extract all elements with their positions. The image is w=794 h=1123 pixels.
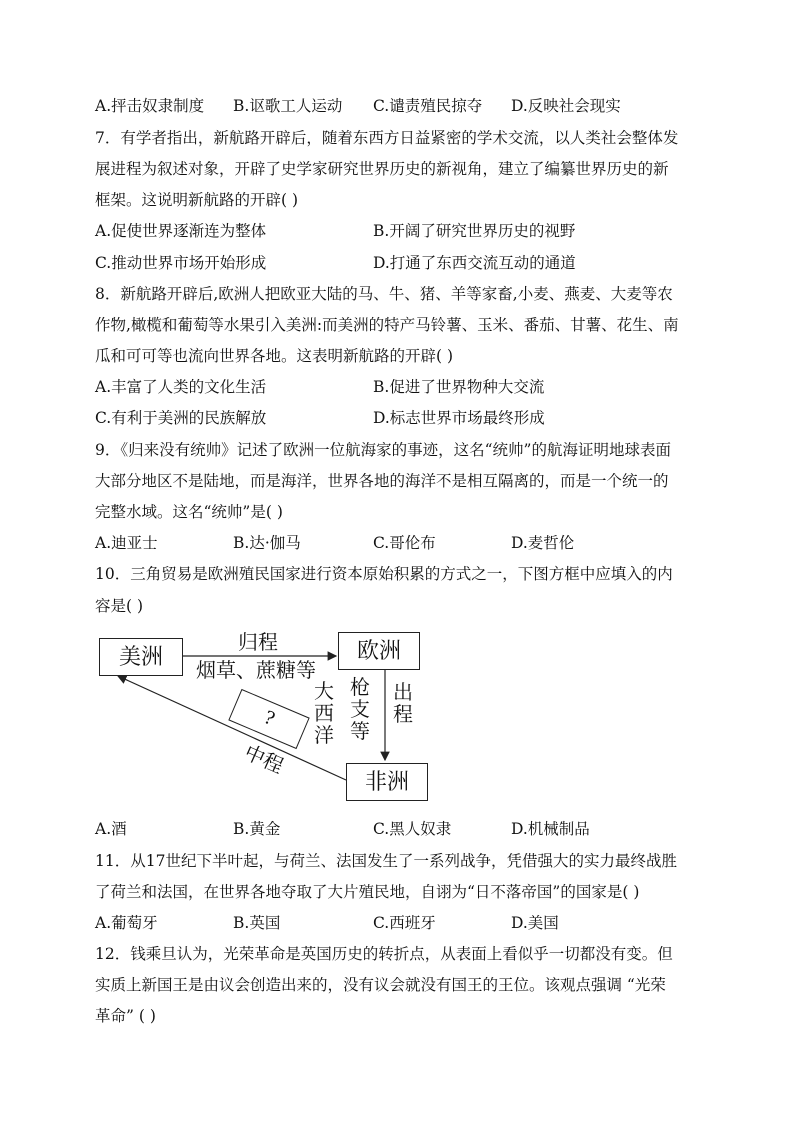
q9-option-a[interactable]: A.迪亚士	[95, 534, 158, 552]
atlantic-label-char: 大	[314, 679, 334, 703]
unknown-cargo-box: ?	[228, 689, 309, 749]
q8-stem-line: 作物,橄榄和葡萄等水果引入美洲:而美洲的特产马铃薯、玉米、番茄、甘薯、花生、南	[95, 316, 679, 334]
africa-box: 非洲	[346, 763, 428, 801]
q7-stem-line: 框架。这说明新航路的开辟( )	[95, 191, 299, 209]
q8-option-c[interactable]: C.有利于美洲的民族解放	[95, 409, 267, 427]
q12-stem-line: 实质上新国王是由议会创造出来的，没有议会就没有国王的王位。该观点强调 “光荣	[95, 976, 666, 994]
q8-option-a[interactable]: A.丰富了人类的文化生活	[95, 378, 267, 396]
q9-option-d[interactable]: D.麦哲伦	[511, 534, 575, 552]
americas-box: 美洲	[99, 638, 183, 676]
q7-stem-line: 7．有学者指出，新航路开辟后，随着东西方日益紧密的学术交流，以人类社会整体发	[95, 129, 679, 147]
q10-option-b[interactable]: B.黄金	[233, 820, 281, 838]
q6-option-c[interactable]: C.谴责殖民掠夺	[373, 97, 483, 115]
return-goods-label: 烟草、蔗糖等	[196, 658, 316, 682]
q11-stem-line: 了荷兰和法国，在世界各地夺取了大片殖民地，自诩为“日不落帝国”的国家是( )	[95, 883, 640, 901]
q10-option-c[interactable]: C.黑人奴隶	[373, 820, 452, 838]
q9-option-b[interactable]: B.达·伽马	[233, 534, 301, 552]
q11-stem-line: 11．从17世纪下半叶起，与荷兰、法国发生了一系列战争，凭借强大的实力最终战胜	[95, 852, 677, 870]
q8-option-d[interactable]: D.标志世界市场最终形成	[373, 409, 545, 427]
q7-option-d[interactable]: D.打通了东西交流互动的通道	[373, 254, 576, 272]
q11-option-c[interactable]: C.西班牙	[373, 914, 436, 932]
europe-box: 欧洲	[338, 632, 420, 670]
q9-stem-line: 完整水域。这名“统帅”是( )	[95, 503, 283, 521]
q6-option-b[interactable]: B.讴歌工人运动	[233, 97, 343, 115]
q12-stem-line: 12．钱乘旦认为，光荣革命是英国历史的转折点，从表面上看似乎一切都没有变。但	[95, 945, 673, 963]
q11-option-a[interactable]: A.葡萄牙	[95, 914, 158, 932]
outbound-goods-label-char: 枪	[350, 675, 370, 699]
outbound-leg-label	[392, 681, 414, 725]
atlantic-label-char: 西	[314, 701, 334, 725]
q8-stem-line: 8．新航路开辟后,欧洲人把欧亚大陆的马、牛、猪、羊等家畜,小麦、燕麦、大麦等农	[95, 285, 673, 303]
middle-leg-label: 中程	[240, 739, 288, 779]
q9-stem-line: 9．《归来没有统帅》记述了欧洲一位航海家的事迹，这名“统帅”的航海证明地球表面	[95, 441, 671, 459]
q9-stem-line: 大部分地区不是陆地，而是海洋，世界各地的海洋不是相互隔离的，而是一个统一的	[95, 472, 669, 490]
q7-stem-line: 展进程为叙述对象，开辟了史学家研究世界历史的新视角，建立了编纂世界历史的新	[95, 160, 669, 178]
atlantic-label	[313, 680, 335, 746]
q8-option-b[interactable]: B.促进了世界物种大交流	[373, 378, 545, 396]
q7-option-a[interactable]: A.促使世界逐渐连为整体	[95, 222, 267, 240]
q11-option-d[interactable]: D.美国	[511, 914, 559, 932]
q10-option-a[interactable]: A.酒	[95, 820, 127, 838]
outbound-leg-label-char: 程	[393, 702, 413, 726]
q6-option-a[interactable]: A.抨击奴隶制度	[95, 97, 205, 115]
q10-stem-line: 容是( )	[95, 597, 144, 615]
outbound-goods-label	[349, 676, 371, 742]
q12-stem-line: 革命” ( )	[95, 1007, 156, 1025]
q10-option-d[interactable]: D.机械制品	[511, 820, 590, 838]
q6-option-d[interactable]: D.反映社会现实	[511, 97, 621, 115]
q11-option-b[interactable]: B.英国	[233, 914, 281, 932]
outbound-goods-label-char: 支	[350, 697, 370, 721]
q9-option-c[interactable]: C.哥伦布	[373, 534, 436, 552]
q7-option-b[interactable]: B.开阔了研究世界历史的视野	[373, 222, 576, 240]
q10-stem-line: 10．三角贸易是欧洲殖民国家进行资本原始积累的方式之一，下图方框中应填入的内	[95, 565, 673, 583]
atlantic-label-char: 洋	[314, 723, 334, 747]
outbound-goods-label-char: 等	[350, 719, 370, 743]
q7-option-c[interactable]: C.推动世界市场开始形成	[95, 254, 267, 272]
outbound-leg-label-char: 出	[393, 680, 413, 704]
middle-route-arrow	[118, 676, 346, 780]
return-leg-label: 归程	[238, 630, 278, 654]
q8-stem-line: 瓜和可可等也流向世界各地。这表明新航路的开辟( )	[95, 347, 454, 365]
